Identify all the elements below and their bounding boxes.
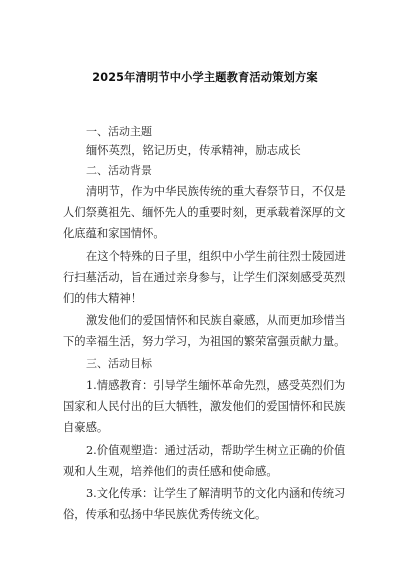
section-heading-theme: 一、活动主题 <box>86 125 152 138</box>
background-para3-line1: 激发他们的爱国情怀和民族自豪感，从而更加珍惜当 <box>86 314 346 327</box>
section-heading-background: 二、活动背景 <box>86 164 152 177</box>
document-title: 2025年清明节中小学主题教育活动策划方案 <box>92 71 318 84</box>
goal-item2-line1: 2.价值观塑造：通过活动，帮助学生树立正确的价值 <box>86 444 346 457</box>
background-para1-line1: 清明节，作为中华民族传统的重大春祭节日，不仅是 <box>86 185 346 198</box>
goal-item1-line3: 自豪感。 <box>63 421 109 434</box>
background-para1-line3: 化底蕴和家国情怀。 <box>63 227 165 240</box>
background-para2-line1: 在这个特殊的日子里，组织中小学生前往烈士陵园进 <box>86 250 346 263</box>
section-heading-goals: 三、活动目标 <box>86 357 152 370</box>
goal-item1-line1: 1.情感教育：引导学生缅怀革命先烈，感受英烈们为 <box>86 379 346 392</box>
goal-item3-line2: 俗，传承和弘扬中华民族优秀传统文化。 <box>63 508 267 521</box>
theme-text: 缅怀英烈，铭记历史，传承精神，励志成长 <box>86 144 301 157</box>
goal-item3-line1: 3.文化传承：让学生了解清明节的文化内涵和传统习 <box>86 487 346 500</box>
background-para3-line2: 下的幸福生活，努力学习，为祖国的繁荣富强贡献力量。 <box>63 335 346 348</box>
background-para2-line3: 们的伟大精神！ <box>63 292 143 305</box>
background-para1-line2: 人们祭奠祖先、缅怀先人的重要时刻，更承载着深厚的文 <box>63 206 346 219</box>
goal-item2-line2: 观和人生观，培养他们的责任感和使命感。 <box>63 465 278 478</box>
goal-item1-line2: 国家和人民付出的巨大牺牲，激发他们的爱国情怀和民族 <box>63 400 346 413</box>
background-para2-line2: 行扫墓活动，旨在通过亲身参与，让学生们深刻感受英烈 <box>63 271 346 284</box>
